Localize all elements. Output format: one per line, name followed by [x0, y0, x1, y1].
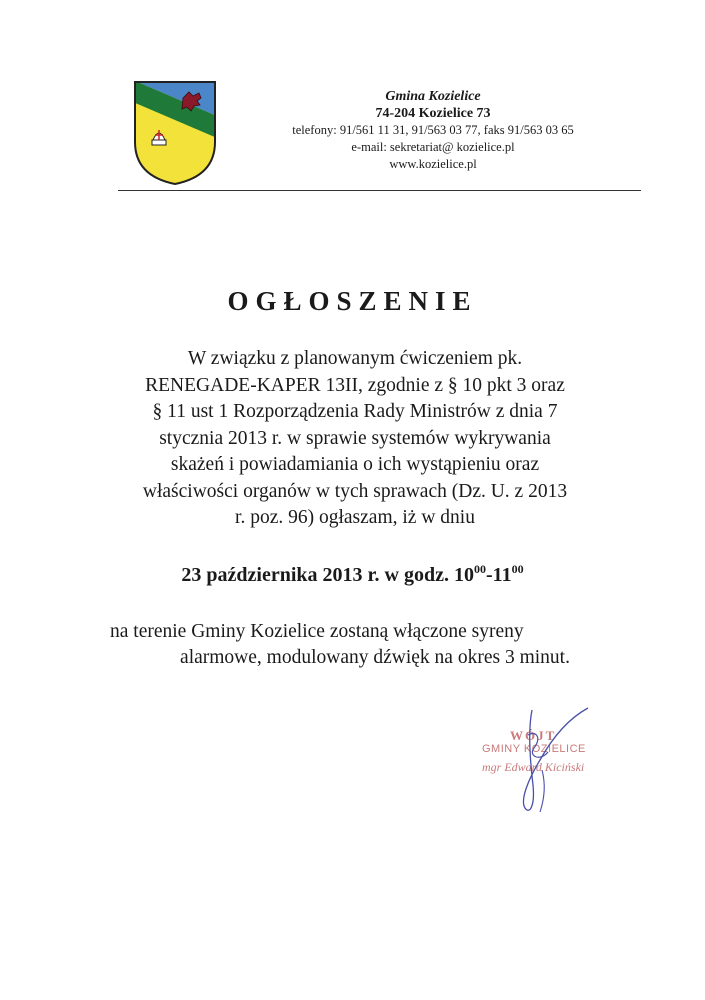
stamp-office: GMINY KOZIELICE [482, 743, 586, 755]
municipality-name: Gmina Kozielice [385, 89, 481, 104]
date-text: 23 października 2013 r. w godz. 10 [181, 564, 475, 586]
letterhead-divider [118, 190, 641, 191]
closing-line: na terenie Gminy Kozielice zostaną włączone syreny [110, 621, 524, 642]
letterhead [258, 88, 608, 173]
body-line: skażeń i powiadamiania o ich wystąpieniu oraz [170, 454, 540, 475]
stamp-official-name: mgr Edward Kiciński [482, 760, 585, 774]
closing-line: alarmowe, modulowany dźwięk na okres 3 minut. [180, 647, 570, 668]
end-hour: -11 [486, 564, 512, 586]
body-line: r. poz. 96) ogłaszam, iż w dniu [235, 507, 475, 528]
body-line: § 11 ust 1 Rozporządzenia Rady Ministrów z dnia 7 [152, 401, 558, 422]
municipality-address: 74-204 Kozielice 73 [375, 106, 491, 121]
website-address: www.kozielice.pl [389, 157, 477, 171]
phone-numbers: telefony: 91/561 11 31, 91/563 03 77, faks 91/563 03 65 [292, 123, 574, 137]
announcement-closing [110, 619, 640, 671]
announcement-body [110, 346, 600, 532]
alarm-date-time [0, 562, 705, 587]
coat-of-arms-icon [133, 80, 217, 186]
end-minutes: 00 [511, 562, 524, 576]
email-address: e-mail: sekretariat@ kozielice.pl [351, 140, 515, 154]
body-line: stycznia 2013 r. w sprawie systemów wykrywania [159, 427, 551, 449]
stamp-title: WÓJT [510, 728, 557, 743]
handwritten-signature [470, 690, 610, 830]
start-minutes: 00 [474, 562, 487, 576]
body-line: RENEGADE-KAPER 13II, zgodnie z § 10 pkt 3 oraz [145, 374, 565, 396]
body-line: W związku z planowanym ćwiczeniem pk. [187, 348, 523, 369]
announcement-title: OGŁOSZENIE [227, 286, 478, 316]
body-line: właściwości organów w tych sprawach (Dz. U. z 2013 [142, 480, 568, 502]
